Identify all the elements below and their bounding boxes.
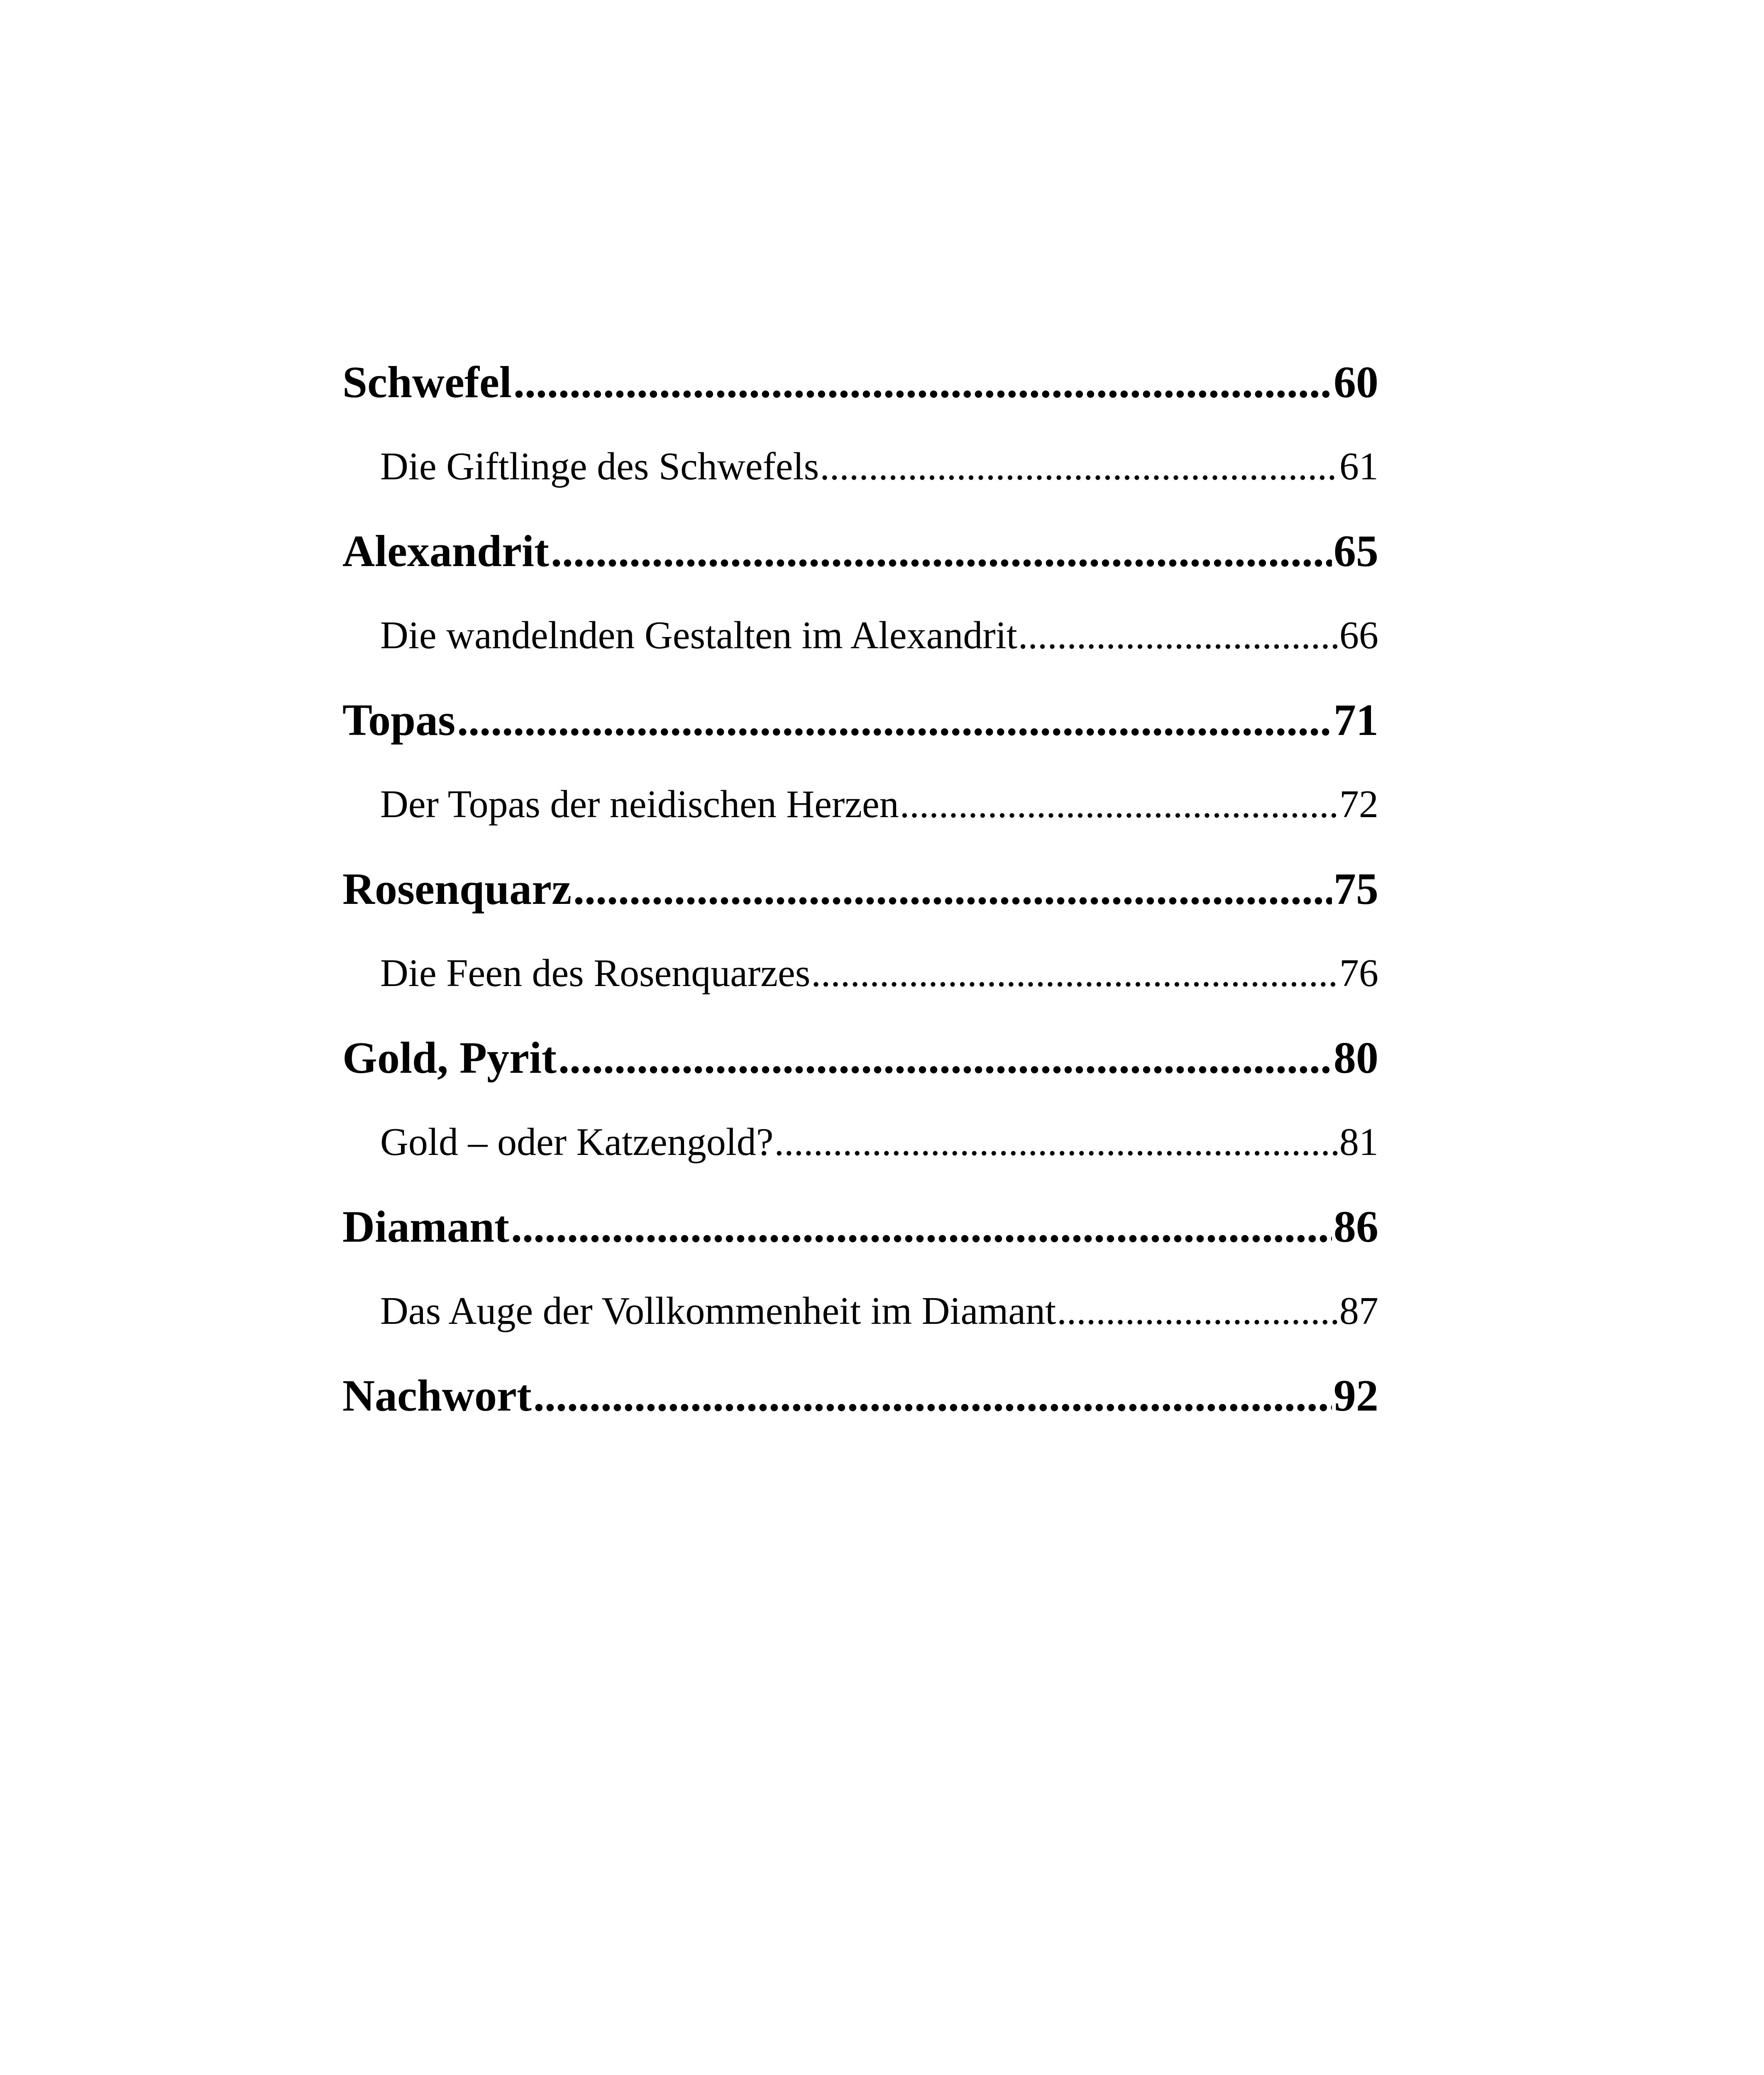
section-title: Die Giftlinge des Schwefels [380,445,819,488]
dot-leader [533,1370,1332,1422]
chapter-page-number: 60 [1334,358,1378,407]
dot-leader [1018,613,1338,658]
toc-section-entry [380,951,1378,1001]
toc-chapter-entry [342,1201,1378,1260]
chapter-title: Alexandrit [342,527,549,576]
toc-section-entry [380,1289,1378,1338]
section-title: Die Feen des Rosenquarzes [380,952,811,995]
toc-chapter-entry [342,357,1378,415]
dot-leader [513,357,1332,408]
dot-leader [1057,1289,1338,1333]
chapter-page-number: 80 [1334,1033,1378,1083]
section-title: Gold – oder Katzengold? [380,1120,774,1164]
section-page-number: 61 [1339,445,1378,488]
toc-chapter-entry [342,695,1378,753]
dot-leader [558,1033,1332,1084]
toc-chapter-entry [342,864,1378,922]
section-page-number: 87 [1339,1289,1378,1333]
chapter-title: Gold, Pyrit [342,1033,557,1083]
section-page-number: 66 [1339,614,1378,657]
chapter-title: Rosenquarz [342,864,572,914]
dot-leader [573,864,1332,915]
dot-leader [774,1120,1338,1164]
chapter-page-number: 75 [1334,864,1378,914]
dot-leader [511,1201,1332,1253]
section-page-number: 81 [1339,1120,1378,1164]
dot-leader [811,951,1338,996]
toc-section-entry [380,613,1378,663]
section-title: Das Auge der Vollkommenheit im Diamant [380,1289,1056,1333]
chapter-title: Schwefel [342,358,512,407]
dot-leader [457,695,1332,746]
section-page-number: 72 [1339,783,1378,826]
toc-section-entry [380,1120,1378,1169]
toc-chapter-entry [342,526,1378,584]
chapter-page-number: 92 [1334,1371,1378,1421]
section-title: Der Topas der neidischen Herzen [380,783,899,826]
dot-leader [820,444,1338,489]
chapter-page-number: 65 [1334,527,1378,576]
chapter-page-number: 71 [1334,696,1378,745]
toc-section-entry [380,444,1378,494]
toc-chapter-entry [342,1033,1378,1091]
toc-chapter-entry [342,1370,1378,1428]
chapter-title: Topas [342,696,456,745]
chapter-title: Nachwort [342,1371,532,1421]
toc-section-entry [380,782,1378,832]
section-page-number: 76 [1339,952,1378,995]
chapter-title: Diamant [342,1202,509,1252]
dot-leader [551,526,1332,577]
section-title: Die wandelnden Gestalten im Alexandrit [380,614,1017,657]
chapter-page-number: 86 [1334,1202,1378,1252]
dot-leader [900,782,1338,827]
